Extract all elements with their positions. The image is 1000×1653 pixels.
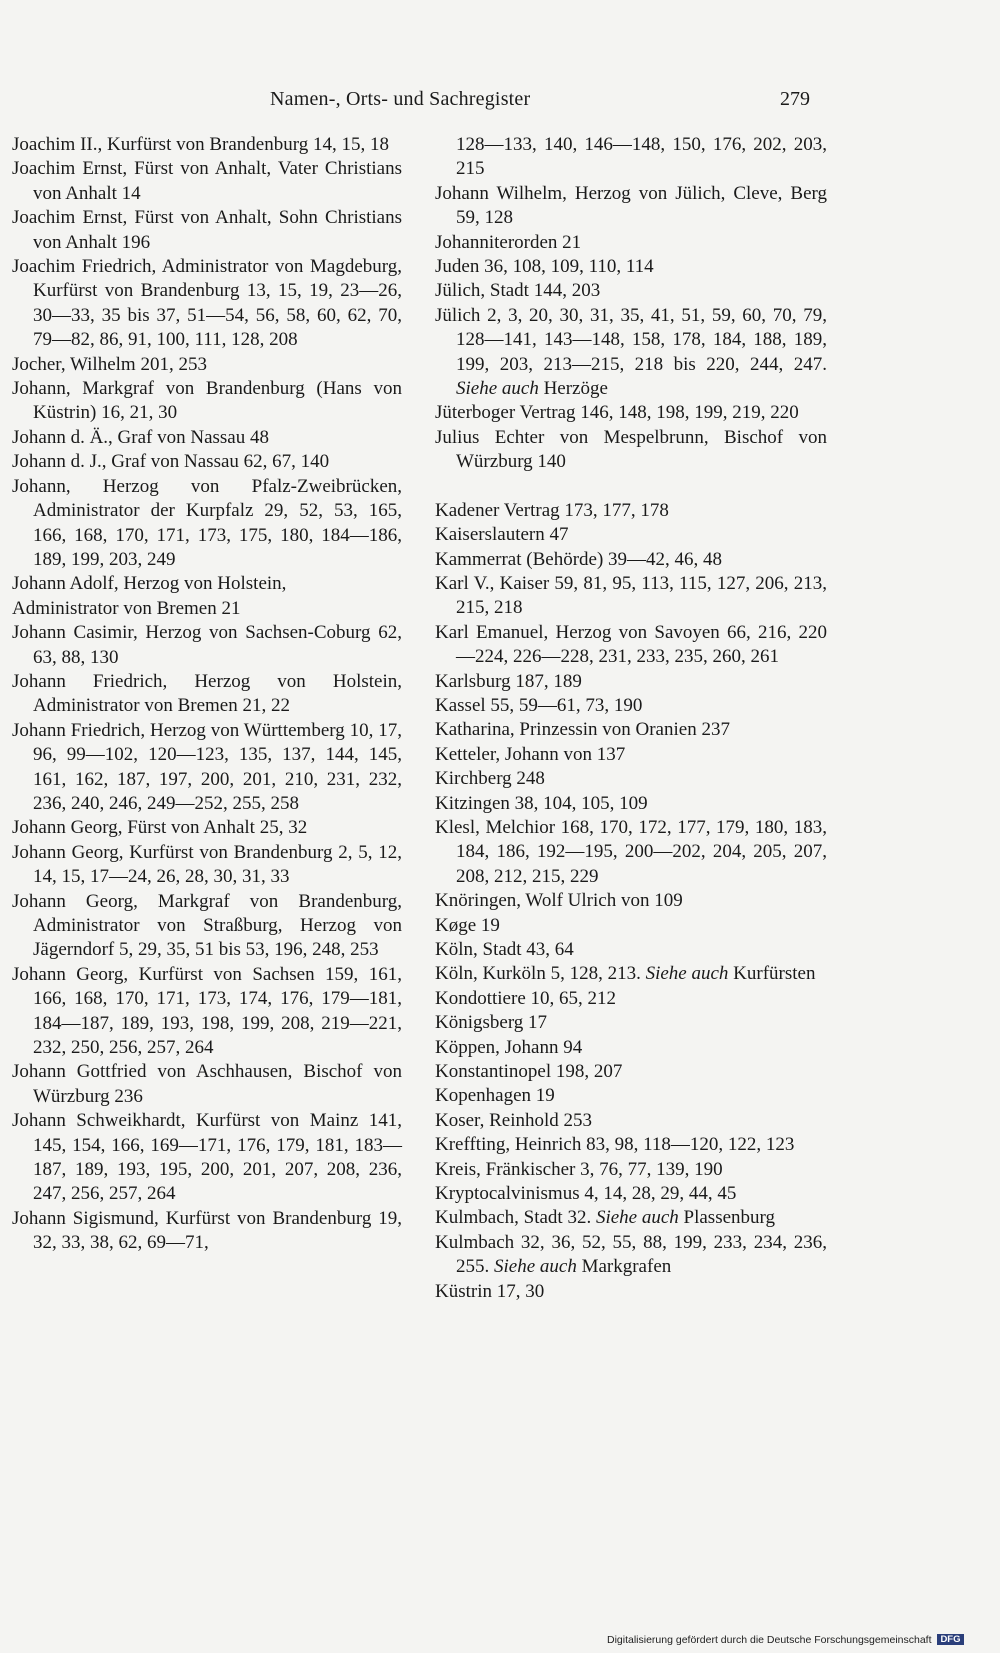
index-entry: Kammerrat (Behörde) 39—42, 46, 48 xyxy=(435,548,723,570)
index-entry: Johann Friedrich, Herzog von Holstein, Administrator von Bremen 21, 22 xyxy=(12,670,402,717)
index-entry: Julius Echter von Mespelbrunn, Bischof von Würzburg 140 xyxy=(435,426,827,473)
index-entry: Johann Gottfried von Aschhausen, Bischof von Würzburg 236 xyxy=(12,1061,402,1107)
index-entry: Kitzingen 38, 104, 105, 109 xyxy=(435,792,648,814)
index-entry: Kirchberg 248 xyxy=(435,768,545,790)
page-header xyxy=(0,88,1000,118)
see-also-label: Siehe auch xyxy=(456,378,539,400)
index-entry-text: Köln, Kurköln 5, 128, 213. xyxy=(435,963,641,985)
index-entry: Karl V., Kaiser 59, 81, 95, 113, 115, 127, 206, 213, 215, 218 xyxy=(435,572,827,619)
digitization-footer xyxy=(607,1634,964,1646)
index-entry: Köppen, Johann 94 xyxy=(435,1036,583,1058)
index-entry: Johann, Markgraf von Brandenburg (Hans von Küstrin) 16, 21, 30 xyxy=(12,378,402,424)
index-entry: Johann Georg, Markgraf von Brandenburg, Administrator von Straßburg, Herzog von Jägerndorf 5, 29, 35, 51 bis 53, 196, 248, 253 xyxy=(12,890,402,961)
left-column xyxy=(12,133,402,1256)
index-entry: Kopenhagen 19 xyxy=(435,1085,555,1107)
see-also-target: Markgrafen xyxy=(581,1256,672,1278)
index-entry: Königsberg 17 xyxy=(435,1012,548,1034)
index-entry: Johann Sigismund, Kurfürst von Brandenburg 19, 32, 33, 38, 62, 69—71, xyxy=(12,1207,402,1254)
index-entry: Johann Georg, Fürst von Anhalt 25, 32 xyxy=(12,817,308,839)
index-entry: Johann Georg, Kurfürst von Sachsen 159, 161, 166, 168, 170, 171, 173, 174, 176, 179—181, 184—187, 189, 193, 198, 199, 208, 219—221, 232, 250, 256, 257, 264 xyxy=(12,963,402,1059)
index-entry: Katharina, Prinzessin von Oranien 237 xyxy=(435,719,730,741)
index-entry: Kreffting, Heinrich 83, 98, 118—120, 122, 123 xyxy=(435,1134,795,1156)
index-entry-text: Jülich 2, 3, 20, 30, 31, 35, 41, 51, 59, 60, 70, 79, 128—141, 143—148, 158, 178, 184, 188, 189, 199, 203, 213—215, 218 bis 220, 244, 247. xyxy=(435,304,827,375)
index-entry: Køge 19 xyxy=(435,914,500,936)
index-entry: Johanniterorden 21 xyxy=(435,231,582,253)
index-entry: Jocher, Wilhelm 201, 253 xyxy=(12,353,207,375)
see-also-target: Kurfürsten xyxy=(733,963,816,985)
index-entry-text: Kulmbach, Stadt 32. xyxy=(435,1207,592,1229)
index-entry: Koser, Reinhold 253 xyxy=(435,1109,593,1131)
see-also-target: Herzöge xyxy=(543,378,608,400)
index-entry xyxy=(435,1231,827,1280)
index-entry xyxy=(435,1206,827,1230)
page-number: 279 xyxy=(780,88,810,110)
see-also-label: Siehe auch xyxy=(645,963,729,985)
index-entry: Karl Emanuel, Herzog von Savoyen 66, 216, 220—224, 226—228, 231, 233, 235, 260, 261 xyxy=(435,621,827,668)
index-entry: Administrator von Bremen 21 xyxy=(12,597,241,619)
index-entry: Joachim Ernst, Fürst von Anhalt, Vater Christians von Anhalt 14 xyxy=(12,158,402,204)
index-entry: Johann Casimir, Herzog von Sachsen-Coburg 62, 63, 88, 130 xyxy=(12,622,402,668)
index-entry: Johann Adolf, Herzog von Holstein, xyxy=(12,573,287,595)
index-entry: Kaiserslautern 47 xyxy=(435,524,569,546)
index-entry-text: Kulmbach 32, 36, 52, 55, 88, 199, 233, 234, 236, 255. xyxy=(435,1231,827,1278)
index-entry: Johann Georg, Kurfürst von Brandenburg 2, 5, 12, 14, 15, 17—24, 26, 28, 30, 31, 33 xyxy=(12,841,402,888)
see-also-label: Siehe auch xyxy=(494,1256,577,1278)
index-entry xyxy=(435,962,827,986)
footer-text: Digitalisierung gefördert durch die Deutsche Forschungsgemeinschaft xyxy=(607,1634,932,1646)
index-entry: Karlsburg 187, 189 xyxy=(435,670,582,692)
index-entry: Küstrin 17, 30 xyxy=(435,1280,545,1302)
index-entry: Kassel 55, 59—61, 73, 190 xyxy=(435,694,643,716)
index-entry: Johann Friedrich, Herzog von Württemberg 10, 17, 96, 99—102, 120—123, 135, 137, 144, 145, 161, 162, 187, 197, 200, 201, 210, 231, 232, 236, 240, 246, 249—252, 255, 258 xyxy=(12,719,402,814)
index-entry: Johann, Herzog von Pfalz-Zweibrücken, Administrator der Kurpfalz 29, 52, 53, 165, 166, 168, 170, 171, 173, 175, 180, 184—186, 189, 199, 203, 249 xyxy=(12,475,402,570)
index-entry: Kreis, Fränkischer 3, 76, 77, 139, 190 xyxy=(435,1158,723,1180)
index-entry: Joachim II., Kurfürst von Brandenburg 14, 15, 18 xyxy=(12,134,389,155)
index-entry: Kryptocalvinismus 4, 14, 28, 29, 44, 45 xyxy=(435,1183,737,1205)
right-column xyxy=(435,133,827,1304)
index-entry: Klesl, Melchior 168, 170, 172, 177, 179, 180, 183, 184, 186, 192—195, 200—202, 204, 205, 207, 208, 212, 215, 229 xyxy=(435,816,827,887)
index-entry: Juden 36, 108, 109, 110, 114 xyxy=(435,256,654,278)
index-entry: Köln, Stadt 43, 64 xyxy=(435,939,574,960)
page-title: Namen-, Orts- und Sachregister xyxy=(270,88,531,110)
index-entry xyxy=(435,304,827,402)
index-entry: Knöringen, Wolf Ulrich von 109 xyxy=(435,890,683,912)
index-entry: Jüterboger Vertrag 146, 148, 198, 199, 219, 220 xyxy=(435,402,799,424)
index-entry: Kondottiere 10, 65, 212 xyxy=(435,987,617,1009)
see-also-target: Plassenburg xyxy=(683,1207,776,1229)
index-entry: Johann d. J., Graf von Nassau 62, 67, 140 xyxy=(12,451,330,473)
index-entry: Johann Schweikhardt, Kurfürst von Mainz 141, 145, 154, 166, 169—171, 176, 179, 181, 183—187, 189, 193, 195, 200, 201, 207, 208, 236, 247, 256, 257, 264 xyxy=(12,1110,402,1205)
index-entry: Konstantinopel 198, 207 xyxy=(435,1061,623,1083)
dfg-logo: DFG xyxy=(937,1634,963,1645)
index-entry: Jülich, Stadt 144, 203 xyxy=(435,280,601,302)
index-entry: Johann d. Ä., Graf von Nassau 48 xyxy=(12,426,269,448)
index-entry: Kadener Vertrag 173, 177, 178 xyxy=(435,499,669,521)
index-entry: Ketteler, Johann von 137 xyxy=(435,743,626,765)
index-entry-continuation: 128—133, 140, 146—148, 150, 176, 202, 203, 215 xyxy=(456,134,827,180)
index-entry: Joachim Friedrich, Administrator von Magdeburg, Kurfürst von Brandenburg 13, 15, 19, 23—26, 30—33, 35 bis 37, 51—54, 56, 58, 60, 62, 70, 79—82, 86, 91, 100, 111, 128, 208 xyxy=(12,256,402,351)
index-entry: Johann Wilhelm, Herzog von Jülich, Cleve, Berg 59, 128 xyxy=(435,182,827,229)
see-also-label: Siehe auch xyxy=(595,1207,679,1229)
index-entry: Joachim Ernst, Fürst von Anhalt, Sohn Christians von Anhalt 196 xyxy=(12,207,402,253)
